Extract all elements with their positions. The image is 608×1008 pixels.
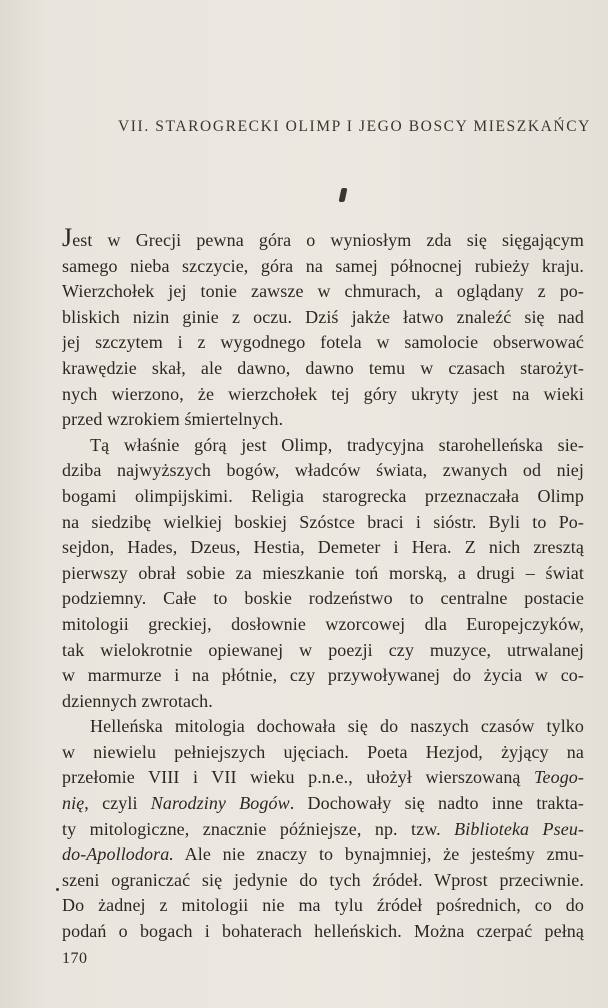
body-text: [62, 228, 584, 945]
text-line: na siedzibę wielkiej boskiej Szóstce braci i sióstr. Byli to Po-: [62, 511, 584, 532]
text-line: Do żadnej z mitologii nie ma tylu źródeł pośrednich, co do: [62, 895, 584, 916]
text-line: w marmurze i na płótnie, czy przywoływanej do życia w co-: [62, 665, 584, 686]
text-line: jej szczytem i z wygodnego fotela w samolocie obserwować: [62, 332, 584, 353]
text-line: przed wzrokiem śmiertelnych.: [62, 409, 284, 430]
chapter-title: VII. STAROGRECKI OLIMP I JEGO BOSCY MIESZKAŃCY: [118, 118, 591, 135]
italic-title: do-Apollodora.: [62, 844, 174, 865]
text-line: bogami olimpijskimi. Religia starogrecka przeznaczała Olimp: [62, 485, 584, 506]
ornament-mark: [339, 188, 348, 202]
text-line: podań o bogach i bohaterach helleńskich. Można czerpać pełną: [62, 921, 584, 942]
italic-title: nię: [62, 793, 85, 814]
italic-title: Biblioteka Pseu-: [454, 818, 584, 839]
text-line: ty mitologiczne, znacznie późniejsze, np. tzw. Biblioteka Pseu-: [62, 818, 584, 839]
text-line: w niewielu pełniejszych ujęciach. Poeta Hezjod, żyjący na: [62, 741, 584, 762]
text-line: krawędzie skał, ale dawno, dawno temu w czasach starożyt-: [62, 357, 584, 378]
text-line: mitologii greckiej, dosłownie wzorcowej dla Europejczyków,: [62, 613, 584, 634]
italic-title: Teogo-: [534, 767, 584, 788]
text-line: pierwszy obrał sobie za mieszkanie toń morską, a drugi – świat: [62, 562, 584, 583]
text-line: samego nieba szczycie, góra na samej północnej rubieży kraju.: [62, 255, 584, 276]
text-line: dziennych zwrotach.: [62, 690, 213, 711]
text-line: bliskich nizin ginie z oczu. Dziś jakże łatwo znaleźć się nad: [62, 306, 584, 327]
text-line: do-Apollodora. Ale nie znaczy to bynajmniej, że jesteśmy zmu-: [62, 844, 584, 865]
italic-title: Narodziny Bogów: [150, 793, 290, 814]
text-line: Helleńska mitologia dochowała się do naszych czasów tylko: [90, 716, 584, 737]
text-line: nych wierzono, że wierzchołek tej góry ukryty jest na wieki: [62, 383, 584, 404]
text-line: Wierzchołek jej tonie zawsze w chmurach, a oglądany z po-: [62, 281, 584, 302]
margin-dot: [56, 888, 59, 891]
text-line: dziba najwyższych bogów, władców świata, zwanych od niej: [62, 460, 584, 481]
text-line: Jest w Grecji pewna góra o wyniosłym zda się sięgającym: [62, 228, 584, 254]
text-line: Tą właśnie górą jest Olimp, tradycyjna starohelleńska sie-: [90, 434, 584, 455]
text-line: nię, czyli Narodziny Bogów. Dochowały się nadto inne trakta-: [62, 793, 584, 814]
text-line: przełomie VIII i VII wieku p.n.e., ułożył wierszowaną Teogo-: [62, 767, 584, 788]
text-line: sejdon, Hades, Dzeus, Hestia, Demeter i Hera. Z nich zresztą: [62, 537, 584, 558]
text-line: podziemny. Całe to boskie rodzeństwo to centralne postacie: [62, 588, 584, 609]
text-line: szeni ograniczać się jedynie do tych źródeł. Wprost przeciwnie.: [62, 869, 584, 890]
page-number: 170: [62, 950, 88, 967]
text-line: tak wielokrotnie opiewanej w poezji czy muzyce, utrwalanej: [62, 639, 584, 660]
drop-cap: J: [62, 228, 73, 252]
